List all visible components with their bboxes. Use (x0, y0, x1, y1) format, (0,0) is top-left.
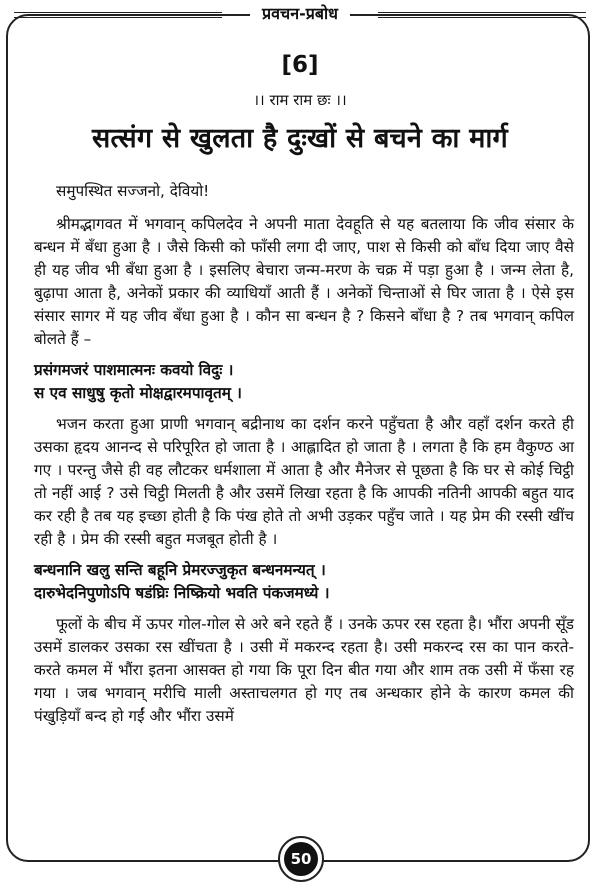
verse-1 (34, 359, 574, 405)
paragraph-3: फूलों के बीच में ऊपर गोल-गोल से अरे बने रहते हैं । उनके ऊपर रस रहता है। भौंरा अपनी सूँड उसमें डालकर उसका रस खींचता है । उसी में मकरन्द रहता है। उसी मकरन्द रस का पान करते-करते कमल में भौंरा इतना आसक्त हो गया कि पूरा दिन बीत गया और शाम तक उसी में फँसा रह गया । जब भगवान् मरीचि माली अस्ताचलगत हो गए तब अन्धकार होने के कारण कमल की पंखुड़ियाँ बन्द हो गईं और भौंरा उसमें (34, 615, 574, 725)
page-number: 50 (284, 842, 318, 876)
chapter-number: [6] (281, 52, 319, 78)
verse-1-line-2: स एव साधुषु कृतो मोक्षद्वारमपावृतम् । (34, 384, 242, 402)
verse-2-line-1: बन्धनानि खलु सन्ति बहूनि प्रेमरज्जुकृत बन्धनमन्यत् । (34, 561, 326, 579)
verse-2-line-2: दारुभेदनिपुणोऽपि षडंघ्रिः निष्क्रियो भवति पंकजमध्ये । (34, 584, 330, 602)
paragraph-1: श्रीमद्भागवत में भगवान् कपिलदेव ने अपनी माता देवहूति से यह बतलाया कि जीव संसार के बन्धन में बँधा हुआ है । जैसे किसी को फाँसी लगा दी जाए, पाश से किसी को बाँध दिया जाए वैसे ही यह जीव भी बँधा हुआ है । इसलिए बेचारा जन्म-मरण के चक्र में पड़ा हुआ है । जन्म लेता है, बुढ़ापा आता है, अनेकों प्रकार की व्याधियाँ आती हैं । अनेकों चिन्ताओं से घिर जाता है । ऐसे इस संसार सागर में यह जीव बँधा हुआ है । कौन सा बन्धन है ? किसने बाँधा है ? तब भगवान् कपिल बोलते हैं – (34, 215, 574, 348)
verse-1-line-1: प्रसंगमजरं पाशमात्मनः कवयो विदुः । (34, 361, 234, 379)
chapter-invocation: ।। राम राम छः ।। (253, 91, 347, 109)
running-header (0, 2, 600, 26)
chapter-title: सत्संग से खुलता है दुःखों से बचने का मार्ग (92, 123, 508, 154)
verse-2 (34, 559, 574, 605)
salutation: समुपस्थित सज्जनो, देवियो! (56, 182, 210, 200)
body-text (34, 180, 574, 736)
running-header-title: प्रवचन-प्रबोध (250, 2, 350, 26)
page-number-badge (278, 836, 324, 882)
paragraph-2: भजन करता हुआ प्राणी भगवान् बद्रीनाथ का दर्शन करने पहुँचता है और वहाँ दर्शन करते ही उसका हृदय आनन्द से परिपूरित हो जाता है । आह्लादित हो जाता है । लगता है कि हम वैकुण्ठ आ गए । परन्तु जैसे ही वह लौटकर धर्मशाला में आता है और मैनेजर से पूछता है कि घर से कोई चिट्ठी तो नहीं आई ? उसे चिट्ठी मिलती है और उसमें लिखा रहता है कि आपकी नतिनी आपकी बहुत याद कर रही है तब यह इच्छा होती है कि पंख होते तो अभी उड़कर पहुँच जाते । यह प्रेम की रस्सी खींच रही है । प्रेम की रस्सी बहुत मजबूत होती है । (34, 415, 574, 548)
